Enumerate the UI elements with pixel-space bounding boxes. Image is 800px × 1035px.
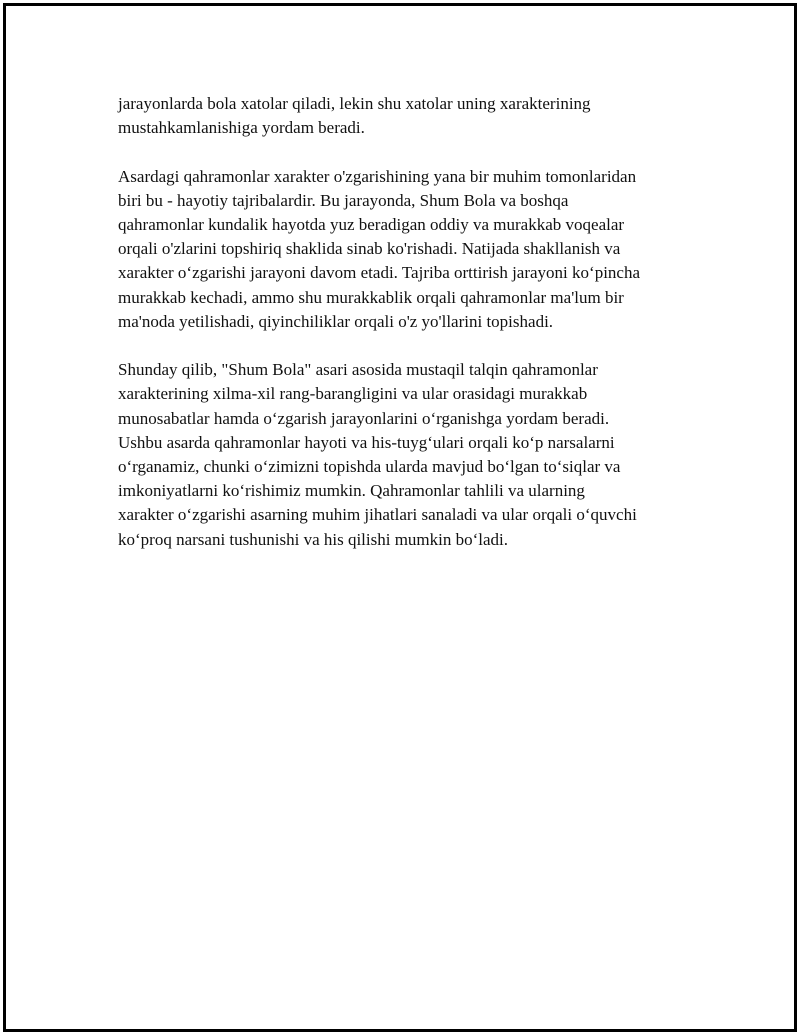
paragraph-2: Asardagi qahramonlar xarakter o'zgarishining yana bir muhim tomonlaridan biri bu - hayotiy tajribalardir. Bu jarayonda, Shum Bola va boshqa qahramonlar kundalik hayotda yuz beradigan oddiy va murakkab voqealar orqali o'zlarini topshiriq shaklida sinab ko'rishadi. Natijada shakllanish va xarakter o‘zgarishi jarayoni davom etadi. Tajriba orttirish jarayoni ko‘pincha murakkab kechadi, ammo shu murakkablik orqali qahramonlar ma'lum bir ma'noda yetilishadi, qiyinchiliklar orqali o'z yo'llarini topishadi. [118, 166, 641, 331]
document-body [118, 92, 698, 576]
paragraph-1: jarayonlarda bola xatolar qiladi, lekin shu xatolar uning xarakterining mustahkamlanishiga yordam beradi. [118, 94, 591, 138]
paragraph-3: Shunday qilib, "Shum Bola" asari asosida mustaqil talqin qahramonlar xarakterining xilma-xil rang-barangligini va ular orasidagi murakkab munosabatlar hamda o‘zgarish jarayonlarini o‘rganishga yordam beradi. Ushbu asarda qahramonlar hayoti va his-tuyg‘ulari orqali ko‘p narsalarni o‘rganamiz, chunki o‘zimizni topishda ularda mavjud bo‘lgan to‘siqlar va imkoniyatlarni ko‘rishimiz mumkin. Qahramonlar tahlili va ularning xarakter o‘zgarishi asarning muhim jihatlari sanaladi va ular orqali o‘quvchi ko‘proq narsani tushunishi va his qilishi mumkin bo‘ladi. [118, 360, 637, 549]
